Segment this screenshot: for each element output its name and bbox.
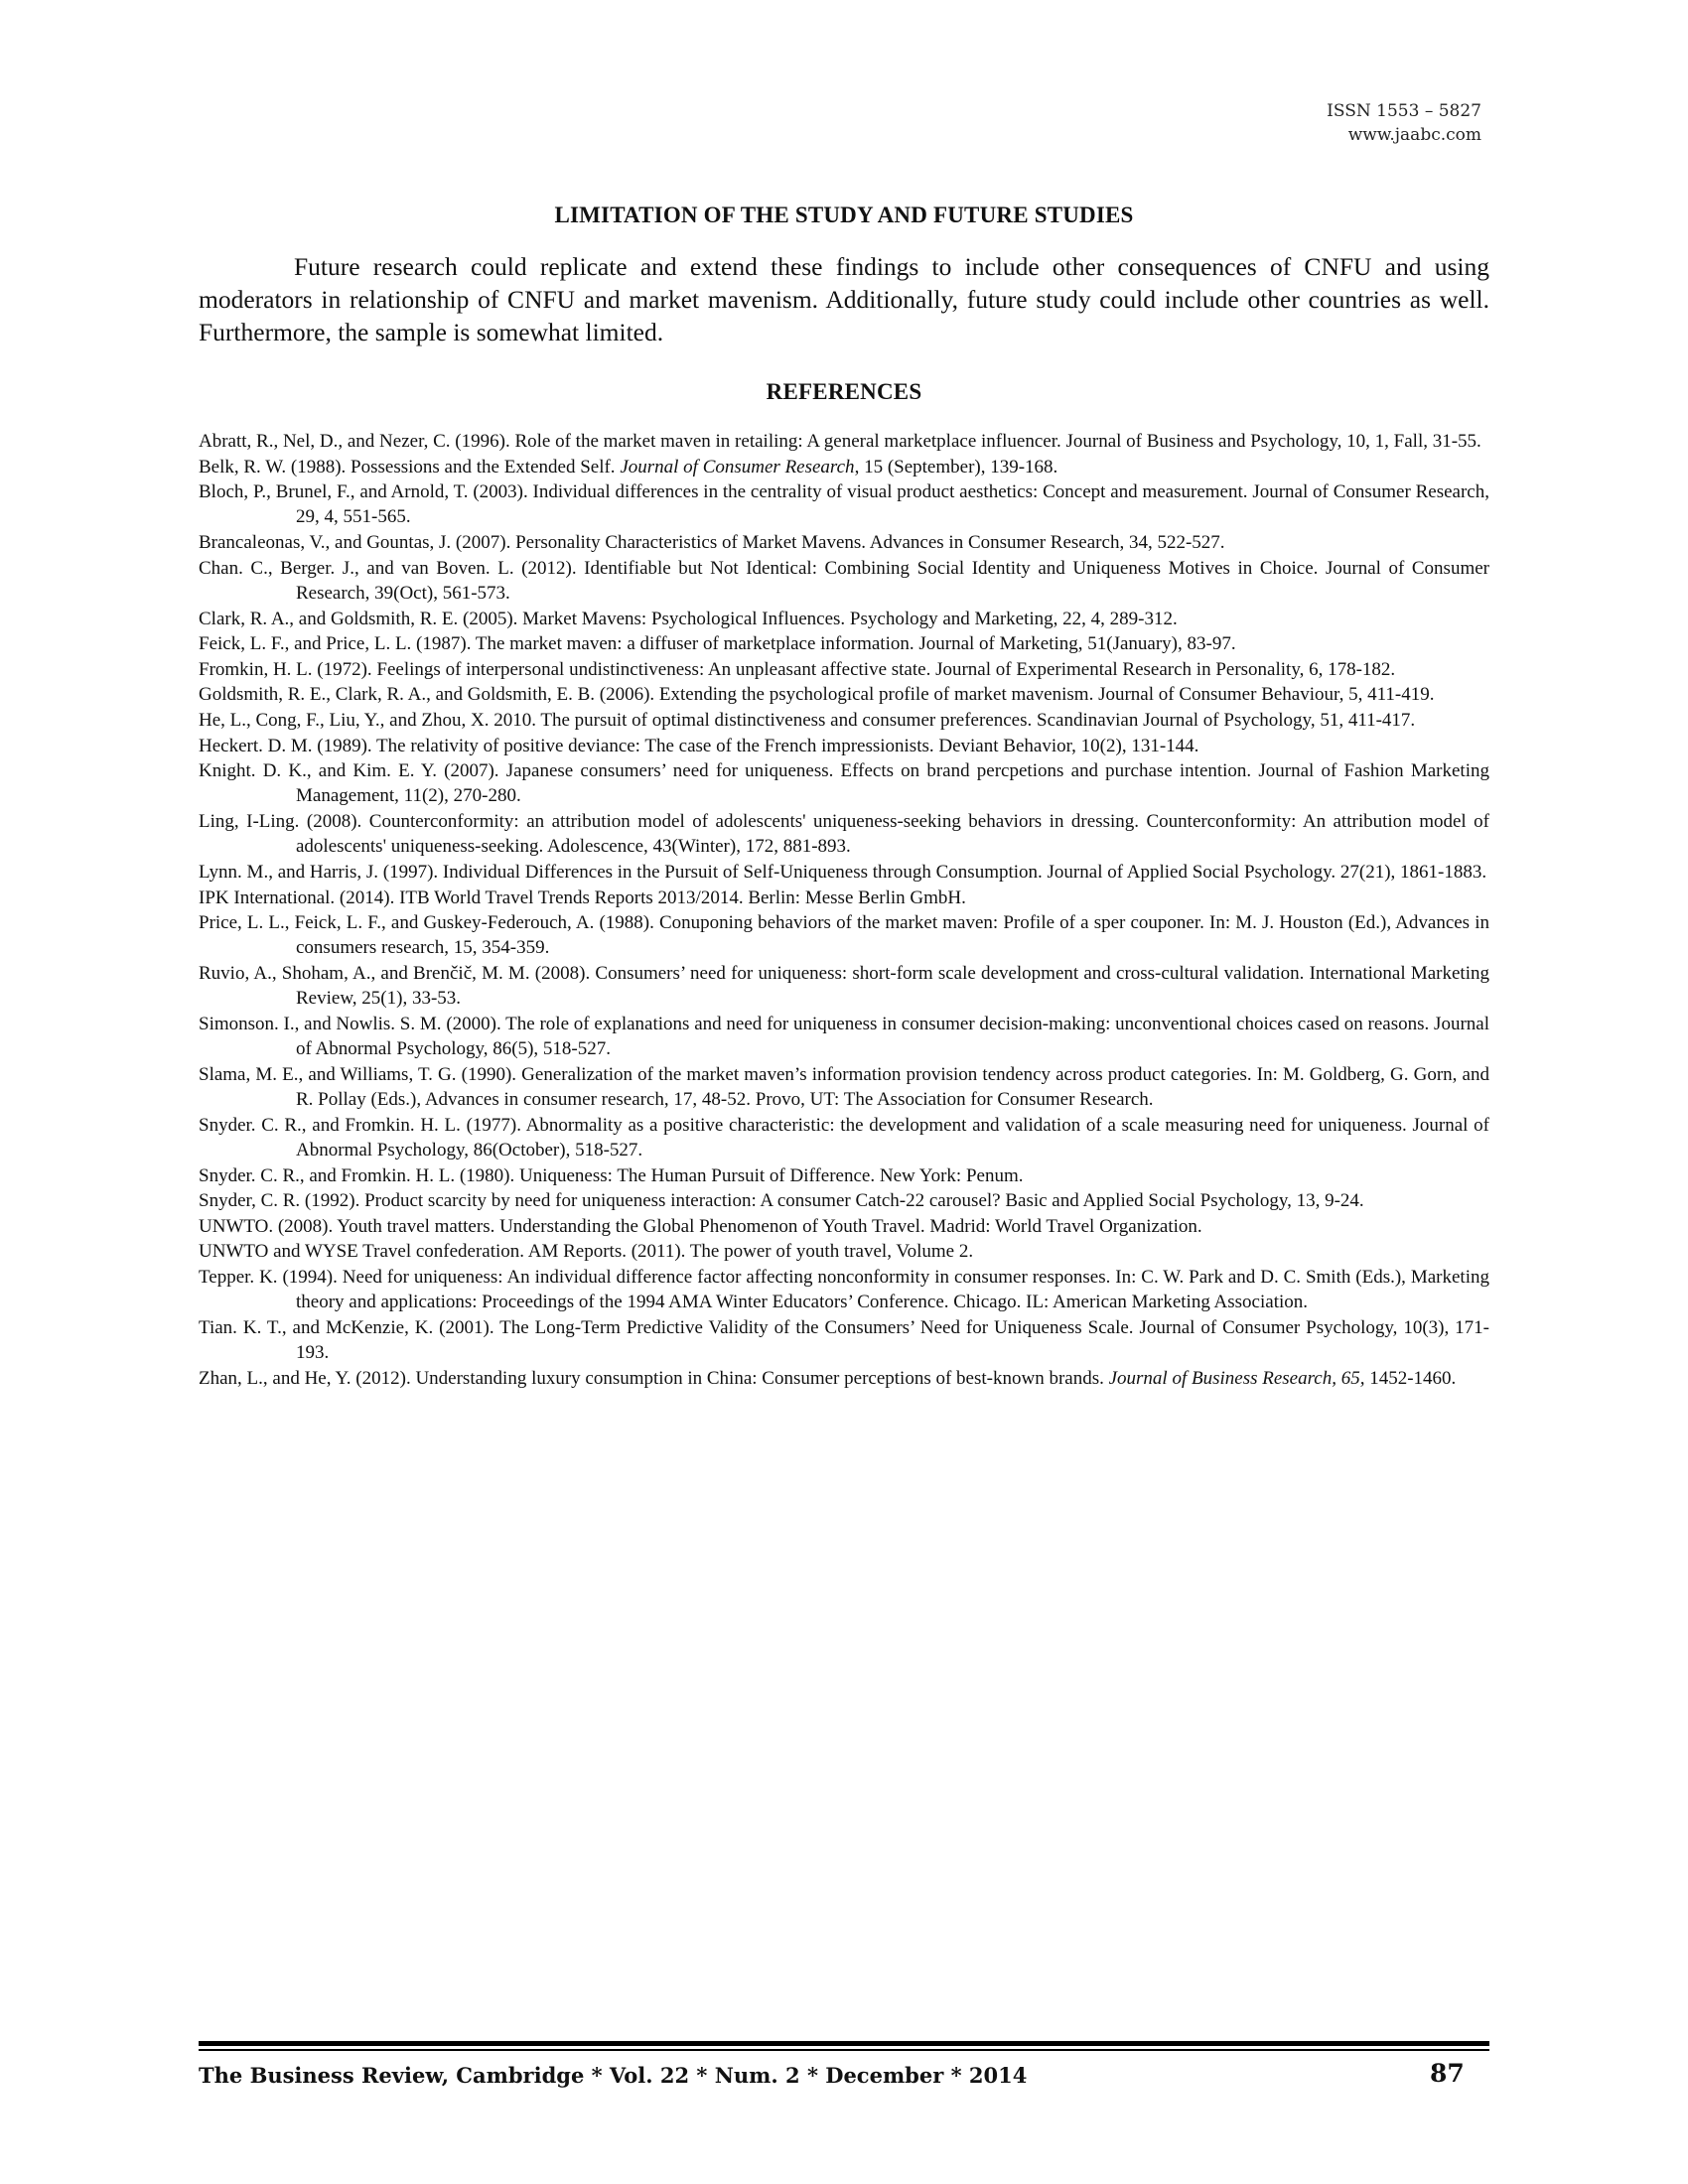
reference-entry: [199, 455, 1489, 479]
reference-text: Simonson. I., and Nowlis. S. M. (2000). The role of explanations and need for uniqueness in consumer decision-making: unconventional choices cased on reasons. Journal of Abnormal Psychology, 86(5), 518-527.: [199, 1013, 1489, 1060]
reference-text: UNWTO. (2008). Youth travel matters. Understanding the Global Phenomenon of Youth Travel. Madrid: World Travel Organization.: [199, 1215, 1202, 1237]
reference-entry: [199, 758, 1489, 809]
reference-text: Feick, L. F., and Price, L. L. (1987). The market maven: a diffuser of marketplace information. Journal of Marketing, 51(January), 83-97.: [199, 633, 1236, 655]
reference-text: Chan. C., Berger. J., and van Boven. L. (2012). Identifiable but Not Identical: Combining Social Identity and Uniqueness Motives in Choice. Journal of Consumer Research, 39(Oct), 561-573.: [199, 557, 1489, 604]
reference-text-tail: , 15 (September), 139-168.: [854, 456, 1058, 478]
reference-text: Heckert. D. M. (1989). The relativity of positive deviance: The case of the French impressionists. Deviant Behavior, 10(2), 131-144.: [199, 735, 1199, 756]
reference-text: Price, L. L., Feick, L. F., and Guskey-Federouch, A. (1988). Conuponing behaviors of the market maven: Profile of a sper couponer. In: M. J. Houston (Ed.), Advances in consumers research, 15, 354-359.: [199, 912, 1489, 959]
reference-entry: [199, 1062, 1489, 1113]
limitation-heading: LIMITATION OF THE STUDY AND FUTURE STUDIES: [554, 203, 1134, 227]
reference-text: Fromkin, H. L. (1972). Feelings of interpersonal undistinctiveness: An unpleasant affective state. Journal of Experimental Research in Personality, 6, 178-182.: [199, 658, 1396, 680]
reference-entry: [199, 860, 1489, 885]
reference-entry: [199, 1188, 1489, 1213]
issn-number: ISSN 1553 – 5827: [1327, 101, 1481, 121]
reference-entry: [199, 961, 1489, 1012]
reference-entry: [199, 682, 1489, 707]
reference-entry: [199, 1315, 1489, 1366]
reference-entry: [199, 657, 1489, 682]
reference-entry: [199, 1214, 1489, 1239]
reference-entry: [199, 910, 1489, 961]
references-heading: REFERENCES: [766, 379, 922, 404]
reference-entry: [199, 1163, 1489, 1188]
reference-text: He, L., Cong, F., Liu, Y., and Zhou, X. 2010. The pursuit of optimal distinctiveness and consumer preferences. Scandinavian Journal of Psychology, 51, 411-417.: [199, 709, 1416, 731]
issn-block: [1327, 99, 1481, 147]
reference-text: Goldsmith, R. E., Clark, R. A., and Goldsmith, E. B. (2006). Extending the psychological profile of market mavenism. Journal of Consumer Behaviour, 5, 411-419.: [199, 684, 1435, 706]
reference-text: Lynn. M., and Harris, J. (1997). Individual Differences in the Pursuit of Self-Uniqueness through Consumption. Journal of Applied Social Psychology. 27(21), 1861-1883.: [199, 861, 1487, 883]
reference-entry: [199, 809, 1489, 860]
reference-text: UNWTO and WYSE Travel confederation. AM Reports. (2011). The power of youth travel, Volume 2.: [199, 1241, 974, 1263]
reference-text: Ruvio, A., Shoham, A., and Brenčič, M. M. (2008). Consumers’ need for uniqueness: short-form scale development and cross-cultural validation. International Marketing Review, 25(1), 33-53.: [199, 962, 1489, 1010]
reference-text: Snyder. C. R., and Fromkin. H. L. (1977). Abnormality as a positive characteristic: the development and validation of a scale measuring need for uniqueness. Journal of Abnormal Psychology, 86(October), 518-527.: [199, 1114, 1489, 1160]
reference-text: Snyder, C. R. (1992). Product scarcity by need for uniqueness interaction: A consumer Catch-22 carousel? Basic and Applied Social Psychology, 13, 9-24.: [199, 1190, 1364, 1212]
reference-entry: [199, 1239, 1489, 1264]
reference-text: IPK International. (2014). ITB World Travel Trends Reports 2013/2014. Berlin: Messe Berlin GmbH.: [199, 887, 966, 908]
reference-text: Tian. K. T., and McKenzie, K. (2001). The Long-Term Predictive Validity of the Consumers’ Need for Uniqueness Scale. Journal of Consumer Psychology, 10(3), 171-193.: [199, 1316, 1489, 1364]
reference-text: Zhan, L., and He, Y. (2012). Understanding luxury consumption in China: Consumer perceptions of best-known brands.: [199, 1367, 1109, 1389]
reference-entry: [199, 556, 1489, 607]
reference-entry: [199, 530, 1489, 555]
references-list: [199, 429, 1489, 1391]
footer-journal-info: The Business Review, Cambridge * Vol. 22 * Num. 2 * December * 2014: [199, 2063, 1028, 2088]
reference-text: Belk, R. W. (1988). Possessions and the Extended Self.: [199, 456, 621, 478]
reference-text: Brancaleonas, V., and Gountas, J. (2007). Personality Characteristics of Market Mavens. Advances in Consumer Research, 34, 522-527.: [199, 532, 1225, 554]
reference-text: Snyder. C. R., and Fromkin. H. L. (1980). Uniqueness: The Human Pursuit of Difference. New York: Penum.: [199, 1164, 1024, 1186]
reference-entry: [199, 708, 1489, 733]
reference-entry: [199, 607, 1489, 631]
reference-text: Bloch, P., Brunel, F., and Arnold, T. (2003). Individual differences in the centrality of visual product aesthetics: Concept and measurement. Journal of Consumer Research, 29, 4, 551-565.: [199, 481, 1489, 528]
limitation-paragraph: Future research could replicate and extend these findings to include other consequences of CNFU and using moderators in relationship of CNFU and market mavenism. Additionally, future study could include other countries as well. Furthermore, the sample is somewhat limited.: [199, 252, 1489, 346]
reference-entry: [199, 1366, 1489, 1391]
reference-entry: [199, 1012, 1489, 1062]
reference-text: Slama, M. E., and Williams, T. G. (1990). Generalization of the market maven’s information provision tendency across product categories. In: M. Goldberg, G. Gorn, and R. Pollay (Eds.), Advances in consumer research, 17, 48-52. Provo, UT: The Association for Consumer Research.: [199, 1063, 1489, 1111]
reference-text: Clark, R. A., and Goldsmith, R. E. (2005). Market Mavens: Psychological Influences. Psychology and Marketing, 22, 4, 289-312.: [199, 608, 1178, 629]
reference-text-tail: 1452-1460.: [1364, 1367, 1457, 1389]
reference-entry: [199, 1265, 1489, 1315]
reference-entry: [199, 429, 1489, 454]
reference-text: Knight. D. K., and Kim. E. Y. (2007). Japanese consumers’ need for uniqueness. Effects on brand percpetions and purchase intention. Journal of Fashion Marketing Management, 11(2), 270-280.: [199, 760, 1489, 807]
website-url[interactable]: www.jaabc.com: [1347, 125, 1481, 145]
reference-text: Tepper. K. (1994). Need for uniqueness: An individual difference factor affecting nonconformity in consumer responses. In: C. W. Park and D. C. Smith (Eds.), Marketing theory and applications: Proceedings of the 1994 AMA Winter Educators’ Conference. Chicago. IL: American Marketing Association.: [199, 1266, 1489, 1313]
reference-entry: [199, 631, 1489, 656]
reference-entry: [199, 479, 1489, 530]
reference-text: Ling, I-Ling. (2008). Counterconformity: an attribution model of adolescents' uniqueness-seeking behaviors in dressing. Counterconformity: An attribution model of adolescents' uniqueness-seeking. Adolescence, 43(Winter), 172, 881-893.: [199, 811, 1489, 858]
reference-italic-text: Journal of Consumer Research: [620, 456, 855, 478]
footer-rule-thin: [199, 2049, 1489, 2051]
reference-italic-text: Journal of Business Research, 65,: [1108, 1367, 1365, 1389]
footer-rule-thick: [199, 2041, 1489, 2046]
reference-entry: [199, 1113, 1489, 1163]
reference-text: Abratt, R., Nel, D., and Nezer, C. (1996). Role of the market maven in retailing: A general marketplace influencer. Journal of Business and Psychology, 10, 1, Fall, 31-55.: [199, 431, 1481, 452]
reference-entry: [199, 886, 1489, 910]
reference-entry: [199, 734, 1489, 758]
page-number: 87: [1430, 2059, 1465, 2088]
